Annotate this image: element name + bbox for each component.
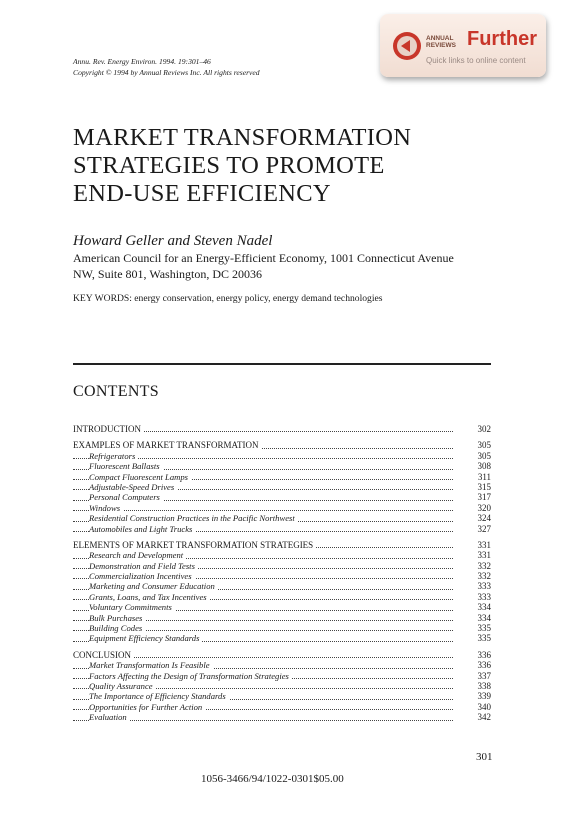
toc-page-number: 302	[477, 424, 491, 434]
journal-copyright: Copyright © 1994 by Annual Reviews Inc. All rights reserved	[73, 68, 260, 77]
toc-section-entry	[73, 540, 491, 550]
toc-entry-title: INTRODUCTION	[73, 424, 144, 434]
toc-page-number: 342	[477, 712, 491, 723]
toc-entry-title: Voluntary Commitments	[89, 602, 175, 612]
toc-subsection-entry	[73, 592, 491, 602]
toc-page-number: 305	[477, 450, 491, 461]
toc-subsection-entry	[73, 550, 491, 560]
toc-dot-leader	[73, 510, 453, 511]
toc-page-number: 338	[477, 680, 491, 691]
toc-entry-title: Commercialization Incentives	[89, 571, 195, 581]
toc-page-number: 327	[477, 523, 491, 534]
toc-subsection-entry	[73, 561, 491, 571]
toc-subsection-entry	[73, 681, 491, 691]
toc-page-number: 331	[477, 539, 491, 550]
toc-subsection-entry	[73, 691, 491, 701]
article-authors: Howard Geller and Steven Nadel	[73, 233, 273, 249]
price-code-footer: 1056-3466/94/1022-0301$05.00	[201, 773, 344, 785]
toc-subsection-entry	[73, 503, 491, 513]
toc-subsection-entry	[73, 671, 491, 681]
contents-heading: CONTENTS	[73, 383, 159, 400]
toc-subsection-entry	[73, 492, 491, 502]
keywords: KEY WORDS: energy conservation, energy policy, energy demand technologies	[73, 293, 383, 304]
toc-page-number: 315	[477, 481, 491, 492]
toc-entry-title: Fluorescent Ballasts	[89, 461, 163, 471]
toc-entry-title: Refrigerators	[89, 451, 138, 461]
toc-subsection-entry	[73, 613, 491, 623]
toc-subsection-entry	[73, 451, 491, 461]
toc-page-number: 317	[477, 492, 491, 503]
toc-entry-title: Automobiles and Light Trucks	[89, 524, 195, 534]
toc-subsection-entry	[73, 712, 491, 722]
title-line: MARKET TRANSFORMATION	[73, 124, 412, 151]
toc-subsection-entry	[73, 633, 491, 643]
toc-page-number: 334	[477, 612, 491, 623]
toc-entry-title: The Importance of Efficiency Standards	[89, 691, 229, 701]
toc-page-number: 311	[477, 471, 491, 482]
toc-section-entry	[73, 424, 491, 434]
toc-entry-title: Marketing and Consumer Education	[89, 581, 218, 591]
toc-page-number: 320	[477, 502, 491, 513]
divider	[73, 363, 491, 365]
author-affiliation	[73, 251, 473, 282]
article-title	[73, 124, 411, 208]
toc-entry-title: Research and Development	[89, 550, 186, 560]
toc-subsection-entry	[73, 524, 491, 534]
toc-page-number: 339	[477, 691, 491, 702]
annual-reviews-logo-text	[426, 35, 456, 49]
toc-subsection-entry	[73, 472, 491, 482]
toc-entry-title: Factors Affecting the Design of Transformation Strategies	[89, 671, 292, 681]
toc-subsection-entry	[73, 702, 491, 712]
further-label: Further	[467, 28, 537, 50]
publisher-line-1: ANNUAL	[426, 35, 454, 42]
toc-section-entry	[73, 650, 491, 660]
toc-page-number: 336	[477, 649, 491, 660]
toc-page-number: 332	[477, 571, 491, 582]
toc-page-number: 331	[477, 550, 491, 561]
toc-entry-title: Quality Assurance	[89, 681, 156, 691]
toc-subsection-entry	[73, 602, 491, 612]
toc-entry-title: ELEMENTS OF MARKET TRANSFORMATION STRATEGIES	[73, 540, 316, 550]
toc-subsection-entry	[73, 461, 491, 471]
toc-section-entry	[73, 440, 491, 450]
toc-entry-title: Compact Fluorescent Lamps	[89, 472, 191, 482]
toc-page-number: 336	[477, 660, 491, 671]
toc-entry-title: Windows	[89, 503, 123, 513]
toc-dot-leader	[73, 720, 453, 721]
toc-subsection-entry	[73, 571, 491, 581]
toc-entry-title: EXAMPLES OF MARKET TRANSFORMATION	[73, 440, 261, 450]
toc-entry-title: Building Codes	[89, 623, 145, 633]
title-line: END-USE EFFICIENCY	[73, 180, 331, 207]
further-banner[interactable]	[380, 14, 546, 77]
journal-citation-block	[73, 56, 260, 78]
toc-page-number: 324	[477, 513, 491, 524]
table-of-contents	[73, 418, 491, 723]
toc-page-number: 337	[477, 670, 491, 681]
toc-subsection-entry	[73, 513, 491, 523]
toc-entry-title: CONCLUSION	[73, 650, 134, 660]
toc-subsection-entry	[73, 581, 491, 591]
toc-page-number: 340	[477, 701, 491, 712]
toc-entry-title: Adjustable-Speed Drives	[89, 482, 177, 492]
toc-page-number: 335	[477, 623, 491, 634]
toc-page-number: 335	[477, 633, 491, 644]
toc-entry-title: Bulk Purchases	[89, 613, 145, 623]
toc-entry-title: Equipment Efficiency Standards	[89, 633, 202, 643]
page-number: 301	[476, 751, 493, 763]
toc-entry-title: Demonstration and Field Tests	[89, 561, 198, 571]
toc-subsection-entry	[73, 482, 491, 492]
toc-page-number: 305	[477, 440, 491, 451]
toc-page-number: 332	[477, 560, 491, 571]
journal-citation: Annu. Rev. Energy Environ. 1994. 19:301–46	[73, 57, 211, 66]
toc-page-number: 334	[477, 602, 491, 613]
toc-entry-title: Grants, Loans, and Tax Incentives	[89, 592, 210, 602]
play-arrow-icon	[392, 31, 422, 61]
toc-entry-title: Evaluation	[89, 712, 130, 722]
toc-entry-title: Personal Computers	[89, 492, 163, 502]
toc-page-number: 333	[477, 581, 491, 592]
toc-page-number: 333	[477, 591, 491, 602]
banner-tagline: Quick links to online content	[426, 56, 526, 65]
toc-entry-title: Residential Construction Practices in the Pacific Northwest	[89, 513, 298, 523]
title-line: STRATEGIES TO PROMOTE	[73, 152, 385, 179]
toc-subsection-entry	[73, 623, 491, 633]
affiliation-line: NW, Suite 801, Washington, DC 20036	[73, 266, 263, 281]
publisher-line-2: REVIEWS	[426, 42, 456, 49]
toc-entry-title: Opportunities for Further Action	[89, 702, 205, 712]
toc-entry-title: Market Transformation Is Feasible	[89, 660, 213, 670]
toc-subsection-entry	[73, 660, 491, 670]
toc-page-number: 308	[477, 461, 491, 472]
affiliation-line: American Council for an Energy-Efficient Economy, 1001 Connecticut Avenue	[73, 251, 454, 265]
